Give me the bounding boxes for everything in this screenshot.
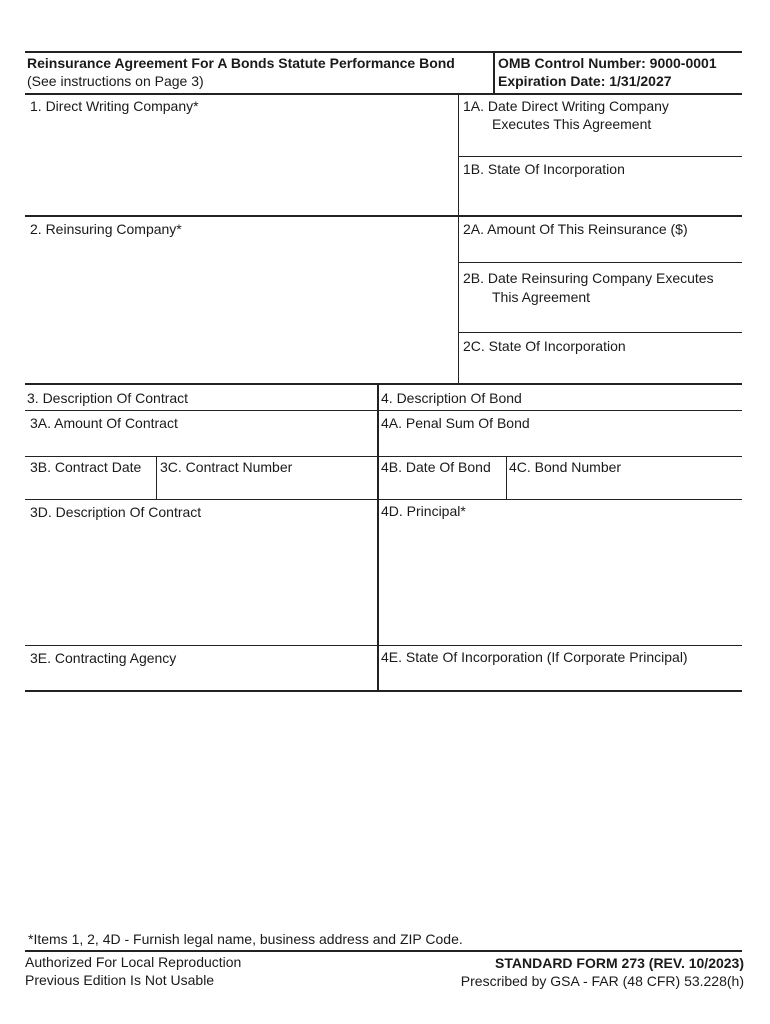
rule-2a-2b — [459, 262, 742, 263]
rule-2b-2c — [459, 332, 742, 333]
label-2b-line1: 2B. Date Reinsuring Company Executes — [463, 270, 714, 286]
label-3c-contract-number: 3C. Contract Number — [160, 459, 293, 475]
rule-section-2 — [25, 215, 742, 217]
field-2c-state[interactable] — [460, 357, 740, 382]
section1-vertical-rule — [458, 94, 459, 384]
label-4-description-bond: 4. Description Of Bond — [381, 390, 522, 406]
field-4a-penal-sum[interactable] — [380, 433, 740, 455]
rule-4b-4c-divider — [506, 456, 507, 500]
field-3e-contracting-agency[interactable] — [26, 668, 376, 689]
prescribed-by: Prescribed by GSA - FAR (48 CFR) 53.228(h) — [460, 973, 744, 989]
field-3d-description[interactable] — [26, 522, 376, 644]
form-subtitle: (See instructions on Page 3) — [27, 73, 204, 89]
label-4a-penal-sum: 4A. Penal Sum Of Bond — [381, 415, 530, 431]
field-2-reinsuring-company[interactable] — [26, 240, 456, 382]
rule-section-end — [25, 690, 742, 692]
rule-3b-3c-divider — [156, 456, 157, 500]
field-1b-state[interactable] — [460, 180, 740, 214]
label-3-description-contract: 3. Description Of Contract — [27, 390, 189, 406]
rule-3a-3b — [25, 456, 742, 457]
field-3b-contract-date[interactable] — [26, 477, 154, 498]
field-1a-date[interactable] — [460, 136, 740, 155]
header-divider — [493, 52, 495, 94]
previous-edition: Previous Edition Is Not Usable — [25, 972, 215, 988]
field-4e-state-principal[interactable] — [380, 668, 740, 689]
label-2b-line2: This Agreement — [492, 289, 591, 305]
header-top-rule — [25, 51, 742, 53]
label-3b-contract-date: 3B. Contract Date — [30, 459, 142, 475]
label-4b-date-of-bond: 4B. Date Of Bond — [381, 459, 491, 475]
label-1a-line2: Executes This Agreement — [492, 116, 652, 132]
label-4e-state-principal: 4E. State Of Incorporation (If Corporate Principal) — [381, 649, 688, 665]
label-4d-principal: 4D. Principal* — [381, 503, 466, 519]
rule-section-3 — [25, 383, 742, 385]
field-4c-bond-number[interactable] — [508, 477, 740, 498]
rule-1a-1b — [459, 156, 742, 157]
label-1-direct-writing-company: 1. Direct Writing Company* — [30, 98, 199, 114]
field-3a-amount[interactable] — [26, 433, 376, 455]
omb-control-number: OMB Control Number: 9000-0001 — [498, 55, 717, 71]
label-3e-contracting-agency: 3E. Contracting Agency — [30, 650, 177, 666]
label-4c-bond-number: 4C. Bond Number — [509, 459, 622, 475]
label-1a-line1: 1A. Date Direct Writing Company — [463, 98, 669, 114]
form-title: Reinsurance Agreement For A Bonds Statute Performance Bond — [27, 55, 455, 71]
field-4d-principal[interactable] — [380, 522, 740, 644]
field-2b-date[interactable] — [460, 308, 740, 331]
label-2-reinsuring-company: 2. Reinsuring Company* — [30, 221, 182, 237]
expiration-date: Expiration Date: 1/31/2027 — [498, 73, 672, 89]
field-4b-date-of-bond[interactable] — [380, 477, 504, 498]
footnote-items: *Items 1, 2, 4D - Furnish legal name, business address and ZIP Code. — [28, 931, 463, 947]
field-2a-amount[interactable] — [460, 240, 740, 261]
standard-form-number: STANDARD FORM 273 (REV. 10/2023) — [495, 955, 744, 971]
header-bottom-rule — [25, 93, 742, 95]
label-3a-amount-contract: 3A. Amount Of Contract — [30, 415, 178, 431]
label-2a-amount: 2A. Amount Of This Reinsurance ($) — [463, 221, 688, 237]
label-2c-state: 2C. State Of Incorporation — [463, 338, 626, 354]
authorized-reproduction: Authorized For Local Reproduction — [25, 954, 242, 970]
rule-3-3a — [25, 410, 742, 411]
rule-3b-3d — [25, 499, 742, 500]
footer-rule — [25, 950, 742, 952]
field-1-direct-writing-company[interactable] — [26, 118, 456, 214]
field-3c-contract-number[interactable] — [158, 477, 376, 498]
rule-3d-3e — [25, 645, 742, 646]
label-1b-state: 1B. State Of Incorporation — [463, 161, 625, 177]
label-3d-description: 3D. Description Of Contract — [30, 504, 202, 520]
